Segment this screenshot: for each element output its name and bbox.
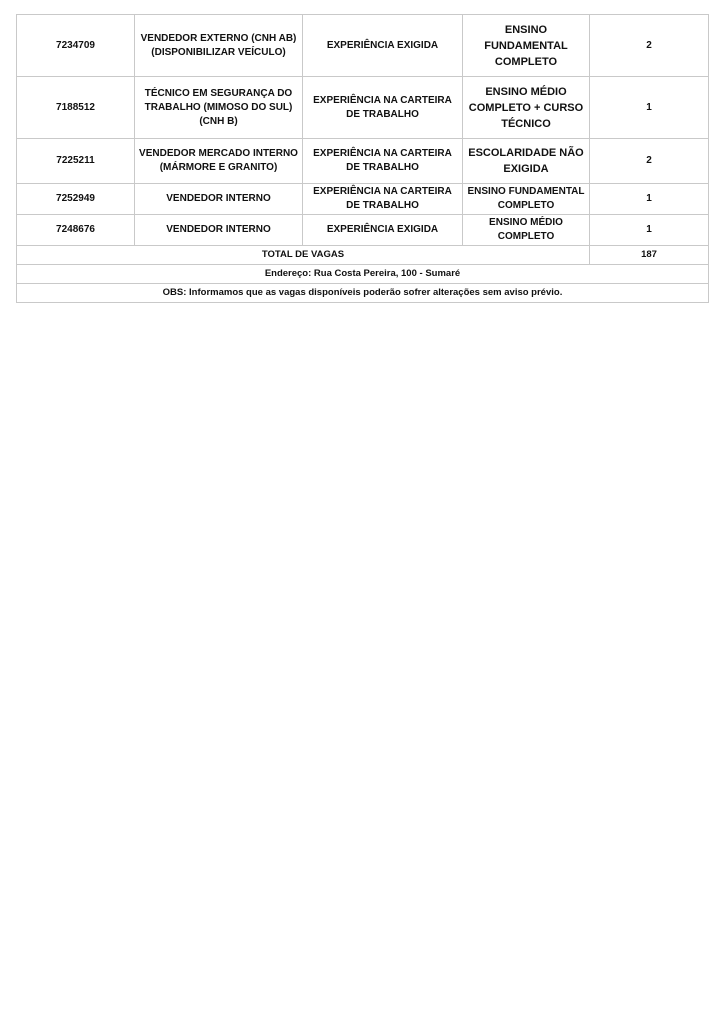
job-vacancies: 2 xyxy=(590,15,709,77)
job-vacancies: 1 xyxy=(590,184,709,215)
address-row xyxy=(17,265,709,284)
job-role: VENDEDOR MERCADO INTERNO (MÁRMORE E GRANITO) xyxy=(135,139,303,184)
table-row xyxy=(17,184,709,215)
address-text: Endereço: Rua Costa Pereira, 100 - Sumaré xyxy=(17,265,709,284)
job-code: 7234709 xyxy=(17,15,135,77)
job-code: 7252949 xyxy=(17,184,135,215)
total-value: 187 xyxy=(590,246,709,265)
job-experience: EXPERIÊNCIA NA CARTEIRA DE TRABALHO xyxy=(303,77,463,139)
job-vacancies-table xyxy=(16,14,709,303)
table-row xyxy=(17,139,709,184)
job-education: ENSINO FUNDAMENTAL COMPLETO xyxy=(463,184,590,215)
total-label: TOTAL DE VAGAS xyxy=(17,246,590,265)
job-role: TÉCNICO EM SEGURANÇA DO TRABALHO (MIMOSO DO SUL) (CNH B) xyxy=(135,77,303,139)
job-code: 7225211 xyxy=(17,139,135,184)
job-experience: EXPERIÊNCIA NA CARTEIRA DE TRABALHO xyxy=(303,139,463,184)
job-experience: EXPERIÊNCIA EXIGIDA xyxy=(303,15,463,77)
table-row xyxy=(17,215,709,246)
job-vacancies: 1 xyxy=(590,215,709,246)
job-education: ESCOLARIDADE NÃO EXIGIDA xyxy=(463,139,590,184)
total-row xyxy=(17,246,709,265)
job-role: VENDEDOR INTERNO xyxy=(135,215,303,246)
job-role: VENDEDOR EXTERNO (CNH AB) (DISPONIBILIZAR VEÍCULO) xyxy=(135,15,303,77)
job-role: VENDEDOR INTERNO xyxy=(135,184,303,215)
note-text: OBS: Informamos que as vagas disponíveis poderão sofrer alterações sem aviso prévio. xyxy=(17,284,709,303)
job-vacancies: 2 xyxy=(590,139,709,184)
job-experience: EXPERIÊNCIA NA CARTEIRA DE TRABALHO xyxy=(303,184,463,215)
table-row xyxy=(17,15,709,77)
job-code: 7248676 xyxy=(17,215,135,246)
note-row xyxy=(17,284,709,303)
job-education: ENSINO FUNDAMENTAL COMPLETO xyxy=(463,15,590,77)
job-experience: EXPERIÊNCIA EXIGIDA xyxy=(303,215,463,246)
job-education: ENSINO MÉDIO COMPLETO + CURSO TÉCNICO xyxy=(463,77,590,139)
table-row xyxy=(17,77,709,139)
job-vacancies: 1 xyxy=(590,77,709,139)
job-code: 7188512 xyxy=(17,77,135,139)
job-education: ENSINO MÉDIO COMPLETO xyxy=(463,215,590,246)
